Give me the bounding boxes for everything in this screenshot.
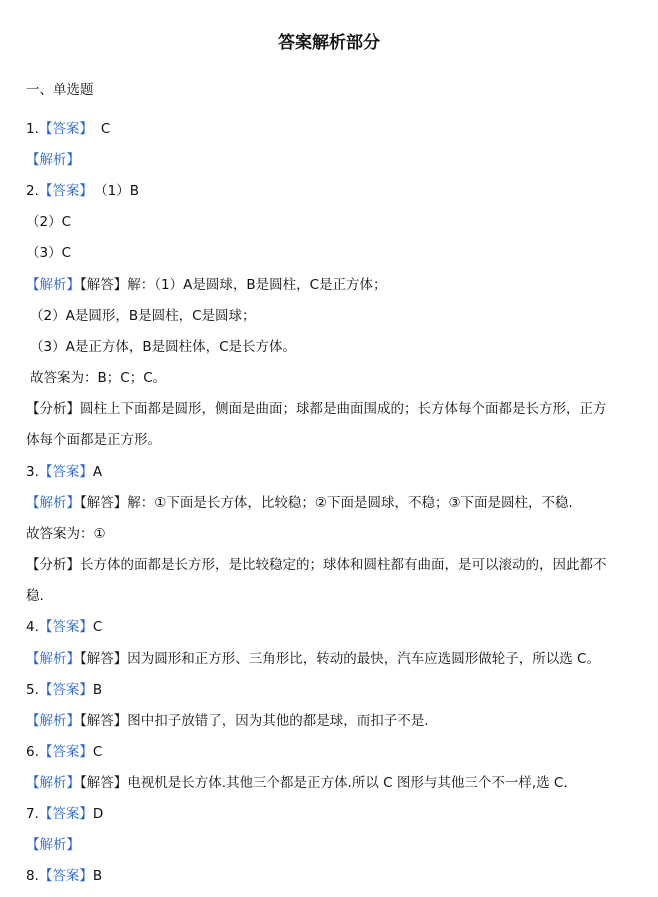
q2-answer-2: （2）C	[26, 214, 72, 230]
q2-solution-3: （3）A是正方体，B是圆柱体，C是长方体。	[30, 339, 297, 355]
q1-jiexi-tag: 【解析】	[26, 152, 80, 168]
q3-answer: A	[92, 464, 103, 480]
q4-jieda-tag: 【解答】	[80, 651, 128, 667]
q6-jiexi-tag: 【解析】	[26, 775, 80, 791]
q3-analysis-2: 稳.	[26, 588, 44, 604]
q2-analysis-2: 体每个面都是正方形。	[26, 432, 161, 448]
q6-solution-line	[26, 771, 568, 791]
q2-jieda-tag: 【解答】	[80, 277, 128, 293]
q1-number: 1.	[26, 121, 39, 137]
q6-solution: 电视机是长方体.其他三个都是正方体.所以 C 图形与其他三个不一样,选 C.	[127, 775, 568, 791]
q6-answer-tag: 【答案】	[38, 744, 93, 760]
q2-solution-line-1	[26, 273, 387, 293]
q3-number: 3.	[26, 464, 39, 480]
q7-answer-tag: 【答案】	[38, 806, 93, 822]
q6-answer: C	[92, 744, 103, 760]
q5-jieda-tag: 【解答】	[80, 713, 128, 729]
q3-jieda-tag: 【解答】	[80, 495, 128, 511]
q2-answer-1: （1）B	[100, 183, 139, 199]
q7-jiexi-tag: 【解析】	[26, 837, 80, 853]
q2-answer-line	[26, 179, 139, 199]
q1-answer-line	[26, 117, 110, 137]
q3-answer-tag: 【答案】	[38, 464, 93, 480]
q1-answer-tag: 【答案】	[38, 121, 93, 137]
q4-number: 4.	[26, 619, 39, 635]
q6-number: 6.	[26, 744, 39, 760]
q2-answer-tag: 【答案】	[38, 183, 93, 199]
q6-answer-line	[26, 740, 102, 760]
q2-solution-4: 故答案为：B；C；C。	[30, 370, 167, 386]
q2-jiexi-tag: 【解析】	[26, 277, 80, 293]
q5-answer-tag: 【答案】	[38, 682, 93, 698]
page-title: 答案解析部分	[278, 33, 380, 53]
q1-answer: C	[100, 121, 111, 137]
q4-solution-line	[26, 647, 600, 667]
q8-answer-line	[26, 864, 102, 884]
section-heading: 一、单选题	[26, 82, 94, 98]
q2-answer-3: （3）C	[26, 245, 72, 261]
q2-fenxi-tag: 【分析】	[26, 401, 80, 417]
q3-fenxi-tag: 【分析】	[26, 557, 80, 573]
q5-solution-line	[26, 709, 429, 729]
q4-answer-tag: 【答案】	[38, 619, 93, 635]
q3-analysis-1: 长方体的面都是长方形，是比较稳定的；球体和圆柱都有曲面，是可以滚动的，因此都不	[80, 557, 607, 573]
q3-answer-line	[26, 460, 102, 480]
q5-answer-line	[26, 678, 102, 698]
q2-solution-1: 解：（1）A是圆球，B是圆柱，C是正方体；	[127, 277, 387, 293]
q7-answer-line	[26, 802, 103, 822]
q1-jiexi-line	[26, 148, 80, 168]
q4-solution: 因为圆形和正方形、三角形比，转动的最快，汽车应选圆形做轮子，所以选 C。	[127, 651, 600, 667]
q3-solution-1: 解：①下面是长方体，比较稳；②下面是圆球，不稳；③下面是圆柱，不稳.	[127, 495, 573, 511]
q8-answer: B	[92, 868, 103, 884]
q5-answer: B	[92, 682, 103, 698]
q7-number: 7.	[26, 806, 39, 822]
q5-solution: 图中扣子放错了，因为其他的都是球，而扣子不是.	[127, 713, 429, 729]
q8-number: 8.	[26, 868, 39, 884]
q3-solution-line-1	[26, 491, 573, 511]
q3-jiexi-tag: 【解析】	[26, 495, 80, 511]
q5-number: 5.	[26, 682, 39, 698]
q8-answer-tag: 【答案】	[38, 868, 93, 884]
q4-answer-line	[26, 615, 102, 635]
q2-solution-2: （2）A是圆形，B是圆柱，C是圆球；	[30, 308, 256, 324]
q3-analysis-line-1	[26, 553, 607, 573]
q5-jiexi-tag: 【解析】	[26, 713, 80, 729]
q7-answer: D	[92, 806, 104, 822]
q6-jieda-tag: 【解答】	[80, 775, 128, 791]
q2-analysis-line-1	[26, 397, 607, 417]
q3-solution-2: 故答案为：①	[26, 526, 106, 542]
q2-analysis-1: 圆柱上下面都是圆形，侧面是曲面；球都是曲面围成的；长方体每个面都是长方形，正方	[80, 401, 607, 417]
q4-answer: C	[92, 619, 103, 635]
q2-number: 2.	[26, 183, 39, 199]
q7-jiexi-line	[26, 833, 80, 853]
q4-jiexi-tag: 【解析】	[26, 651, 80, 667]
